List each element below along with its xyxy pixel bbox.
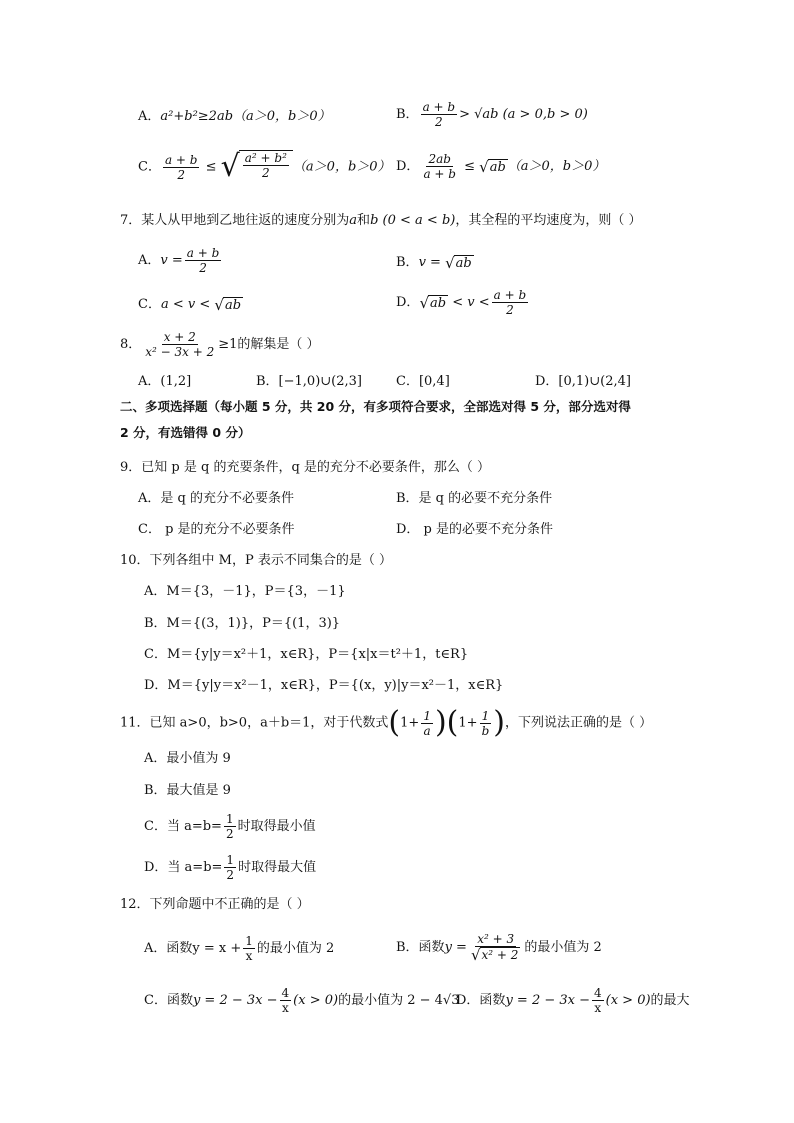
q11-option-d: D．当 a=b= $\frac{1}{2}$ 时取得最大值 bbox=[144, 853, 317, 882]
q11-option-c: C．当 a=b= $\frac{1}{2}$ 时取得最小值 bbox=[144, 812, 316, 841]
q8-option-a: A．(1,2] bbox=[138, 374, 192, 389]
q11-option-a: A．最小值为 9 bbox=[144, 751, 231, 766]
section-heading-line-1: 二、多项选择题（每小题 5 分，共 20 分，有多项符合要求，全部选对得 5 分，部分选对得 bbox=[120, 399, 631, 414]
q9-stem: 9．已知 p 是 q 的充要条件，q 是的充分不必要条件，那么（ ） bbox=[120, 460, 491, 475]
q6-option-d: D． $\frac{2ab}{a + b}$ ≤ √ ab （a＞0，b＞0） bbox=[396, 152, 606, 181]
q7-option-c: C．a < v < √ ab bbox=[138, 295, 242, 314]
q9-option-b: B．是 q 的必要不充分条件 bbox=[396, 491, 553, 506]
q12-option-a: A．函数y = x + $\frac{1}{x}$ 的最小值为 2 bbox=[144, 934, 335, 963]
q10-option-a: A．M＝{3，－1}，P＝{3，－1} bbox=[144, 584, 346, 599]
q9-option-a: A．是 q 的充分不必要条件 bbox=[138, 491, 294, 506]
q10-option-c: C．M＝{y|y＝x²＋1，x∈R}，P＝{x|x＝t²＋1，t∈R} bbox=[144, 647, 469, 662]
q10-option-d: D．M＝{y|y＝x²－1，x∈R}，P＝{(x，y)|y＝x²－1，x∈R} bbox=[144, 678, 504, 693]
q6-option-c: C． $\frac{a + b}{2}$ ≤ √ $\frac{\text{a² + b²}}{2}$ （a＞0，b＞0） bbox=[138, 149, 391, 184]
q7-option-b: B．v = √ ab bbox=[396, 253, 472, 272]
q9-option-c: C． p 是的充分不必要条件 bbox=[138, 522, 295, 537]
q7-option-a: A．v = $\frac{a + b}{2}$ bbox=[138, 246, 220, 275]
q10-option-b: B．M＝{(3，1)}，P＝{(1，3)} bbox=[144, 616, 341, 631]
q8-option-b: B．[−1,0)∪(2,3] bbox=[256, 374, 362, 389]
q12-option-d: D．函数y = 2 − 3x − $\frac{4}{x}$ (x > 0)的最大 bbox=[456, 986, 690, 1015]
q8-option-c: C．[0,4] bbox=[396, 374, 450, 389]
section-heading-line-2: 2 分，有选错得 0 分） bbox=[120, 425, 251, 440]
q8-option-d: D．[0,1)∪(2,4] bbox=[535, 374, 631, 389]
q11-stem: 11．已知 a>0，b>0，a＋b＝1，对于代数式(1+ $\frac{1}{a}$ )(1+ $\frac{1}{b}$ )，下列说法正确的是（ ） bbox=[120, 705, 653, 740]
q12-option-b: B．函数y = x² + 3 √ x² + 2 的最小值为 2 bbox=[396, 932, 602, 964]
q8-stem: 8． $\frac{x + 2}{\text{x² − 3x + 2}}$ ≥1的解集是（ ） bbox=[120, 330, 320, 359]
q12-stem: 12．下列命题中不正确的是（ ） bbox=[120, 897, 310, 912]
q12-option-c: C．函数y = 2 − 3x − $\frac{4}{x}$ (x > 0)的最小值为 2 − 4√3 bbox=[144, 986, 460, 1015]
q6-option-b: B． $\frac{a + b}{2}$ > √ab (a > 0,b > 0) bbox=[396, 100, 588, 129]
q10-stem: 10．下列各组中 M，P 表示不同集合的是（ ） bbox=[120, 553, 392, 568]
q7-option-d: D． √ ab < v < $\frac{a + b}{2}$ bbox=[396, 288, 527, 317]
q9-option-d: D． p 是的必要不充分条件 bbox=[396, 522, 554, 537]
q7-stem: 7．某人从甲地到乙地往返的速度分别为a和b (0 < a < b)，其全程的平均速度为，则（ ） bbox=[120, 213, 642, 228]
q6-option-a: A．a²+b²≥2ab（a＞0，b＞0） bbox=[138, 109, 331, 124]
q11-option-b: B．最大值是 9 bbox=[144, 783, 231, 798]
